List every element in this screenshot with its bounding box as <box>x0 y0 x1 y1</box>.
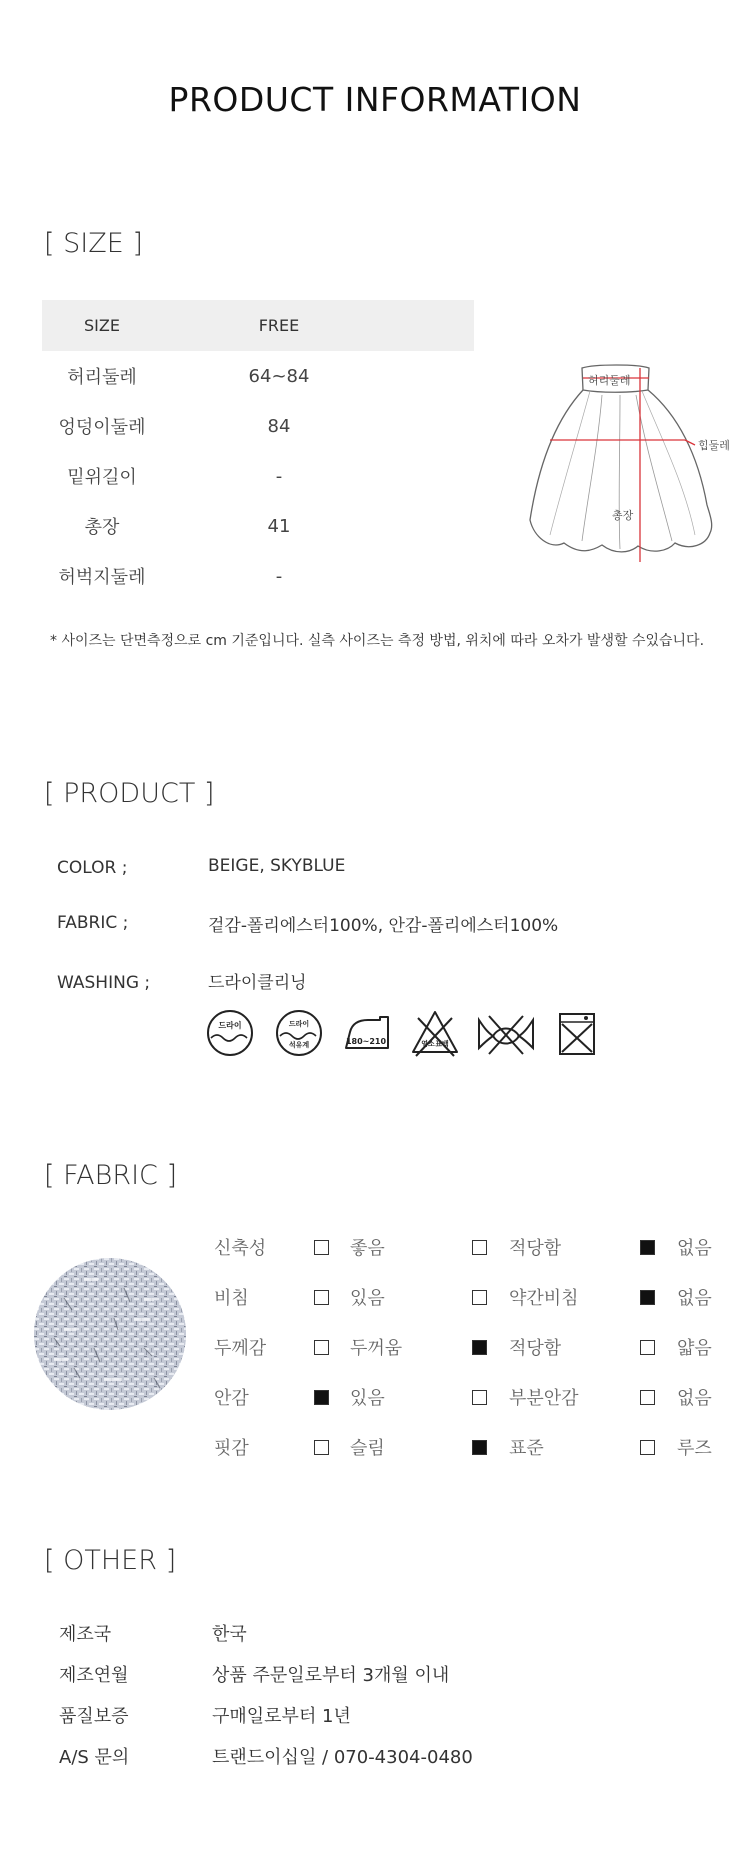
other-row-label: A/S 문의 <box>59 1747 130 1768</box>
svg-text:석유계: 석유계 <box>288 1041 310 1049</box>
size-row-value: - <box>275 465 283 487</box>
size-row-value: 64~84 <box>248 365 310 387</box>
size-row-value: 41 <box>267 515 291 537</box>
other-row-value: 구매일로부터 1년 <box>212 1706 351 1727</box>
other-row-label: 제조국 <box>59 1624 112 1645</box>
iron-icon <box>342 1008 392 1058</box>
fabric-row-label-lining: 안감 <box>214 1388 249 1409</box>
color-value: BEIGE, SKYBLUE <box>208 856 346 876</box>
other-row-label: 제조연월 <box>59 1665 129 1686</box>
page-title: PRODUCT INFORMATION <box>168 80 582 119</box>
size-row-label: 엉덩이둘레 <box>58 417 146 438</box>
table-row <box>42 451 474 501</box>
size-row-label: 허벅지둘레 <box>58 567 146 588</box>
size-table-header <box>42 300 474 351</box>
checkbox-sheer-slight[interactable] <box>472 1290 487 1305</box>
option-label: 좋음 <box>350 1238 385 1259</box>
other-row-label: 품질보증 <box>59 1706 129 1727</box>
checkbox-stretch-moderate[interactable] <box>472 1240 487 1255</box>
checkbox-sheer-none[interactable] <box>640 1290 655 1305</box>
no-tumble-dry-icon <box>552 1008 602 1058</box>
checkbox-stretch-good[interactable] <box>314 1240 329 1255</box>
no-bleach-icon <box>410 1008 460 1058</box>
checkbox-sheer-yes[interactable] <box>314 1290 329 1305</box>
fabric-value: 겉감-폴리에스터100%, 안감-폴리에스터100% <box>208 916 559 936</box>
option-label: 두꺼움 <box>350 1338 403 1359</box>
option-label: 없음 <box>677 1288 712 1309</box>
fabric-row-label-sheerness: 비침 <box>214 1288 249 1309</box>
skirt-size-diagram <box>520 355 740 570</box>
washing-value: 드라이클리닝 <box>208 973 307 993</box>
fabric-label: FABRIC ; <box>57 913 129 933</box>
size-header-label: SIZE <box>84 316 120 335</box>
option-label: 표준 <box>509 1438 544 1459</box>
checkbox-lining-partial[interactable] <box>472 1390 487 1405</box>
fabric-row-label-thickness: 두께감 <box>214 1338 267 1359</box>
fabric-row-label-stretch: 신축성 <box>214 1238 267 1259</box>
checkbox-stretch-none[interactable] <box>640 1240 655 1255</box>
checkbox-fit-loose[interactable] <box>640 1440 655 1455</box>
dry-clean-icon <box>205 1008 255 1058</box>
option-label: 얇음 <box>677 1338 712 1359</box>
washing-label: WASHING ; <box>57 973 151 993</box>
option-label: 부분안감 <box>509 1388 579 1409</box>
diagram-length-label: 총장 <box>612 509 634 522</box>
option-label: 슬림 <box>350 1438 385 1459</box>
size-section-title: [ SIZE ] <box>44 228 143 259</box>
size-row-label: 밑위길이 <box>67 467 137 488</box>
other-row-value: 상품 주문일로부터 3개월 이내 <box>212 1665 450 1686</box>
diagram-hip-label: 힙둘레 <box>698 439 730 452</box>
svg-text:180~210: 180~210 <box>345 1037 387 1046</box>
option-label: 있음 <box>350 1388 385 1409</box>
checkbox-thin[interactable] <box>640 1340 655 1355</box>
svg-text:염소: 염소 <box>421 1040 435 1048</box>
svg-text:드라이: 드라이 <box>218 1021 242 1030</box>
table-row <box>42 551 474 601</box>
option-label: 없음 <box>677 1388 712 1409</box>
other-row-value: 트랜드이십일 / 070-4304-0480 <box>212 1747 473 1768</box>
fabric-row-label-fit: 핏감 <box>214 1438 249 1459</box>
checkbox-thickness-moderate[interactable] <box>472 1340 487 1355</box>
svg-text:드라이: 드라이 <box>288 1020 310 1028</box>
petroleum-dry-clean-icon <box>274 1008 324 1058</box>
other-section-title: [ OTHER ] <box>44 1545 177 1576</box>
color-label: COLOR ; <box>57 858 128 878</box>
size-row-label: 총장 <box>84 517 120 538</box>
table-row <box>42 501 474 551</box>
option-label: 있음 <box>350 1288 385 1309</box>
size-header-value: FREE <box>258 316 300 335</box>
other-row-value: 한국 <box>212 1624 247 1645</box>
option-label: 약간비침 <box>509 1288 579 1309</box>
size-note: * 사이즈는 단면측정으로 cm 기준입니다. 실측 사이즈는 측정 방법, 위치에 따라 오차가 발생할 수있습니다. <box>50 633 705 649</box>
fabric-swatch-image <box>34 1258 186 1410</box>
option-label: 루즈 <box>677 1438 712 1459</box>
fabric-section-title: [ FABRIC ] <box>44 1160 178 1191</box>
table-row <box>42 351 474 401</box>
no-wring-icon <box>475 1008 537 1058</box>
checkbox-lining-yes[interactable] <box>314 1390 329 1405</box>
table-row <box>42 401 474 451</box>
diagram-waist-label: 허리둘레 <box>588 374 631 387</box>
size-table <box>42 300 474 601</box>
checkbox-fit-regular[interactable] <box>472 1440 487 1455</box>
option-label: 적당함 <box>509 1238 562 1259</box>
option-label: 적당함 <box>509 1338 562 1359</box>
svg-text:표백: 표백 <box>435 1040 449 1048</box>
size-row-value: 84 <box>267 415 291 437</box>
size-row-value: - <box>275 565 283 587</box>
checkbox-fit-slim[interactable] <box>314 1440 329 1455</box>
checkbox-lining-none[interactable] <box>640 1390 655 1405</box>
checkbox-thick[interactable] <box>314 1340 329 1355</box>
size-row-label: 허리둘레 <box>67 367 137 388</box>
option-label: 없음 <box>677 1238 712 1259</box>
product-section-title: [ PRODUCT ] <box>44 778 215 809</box>
